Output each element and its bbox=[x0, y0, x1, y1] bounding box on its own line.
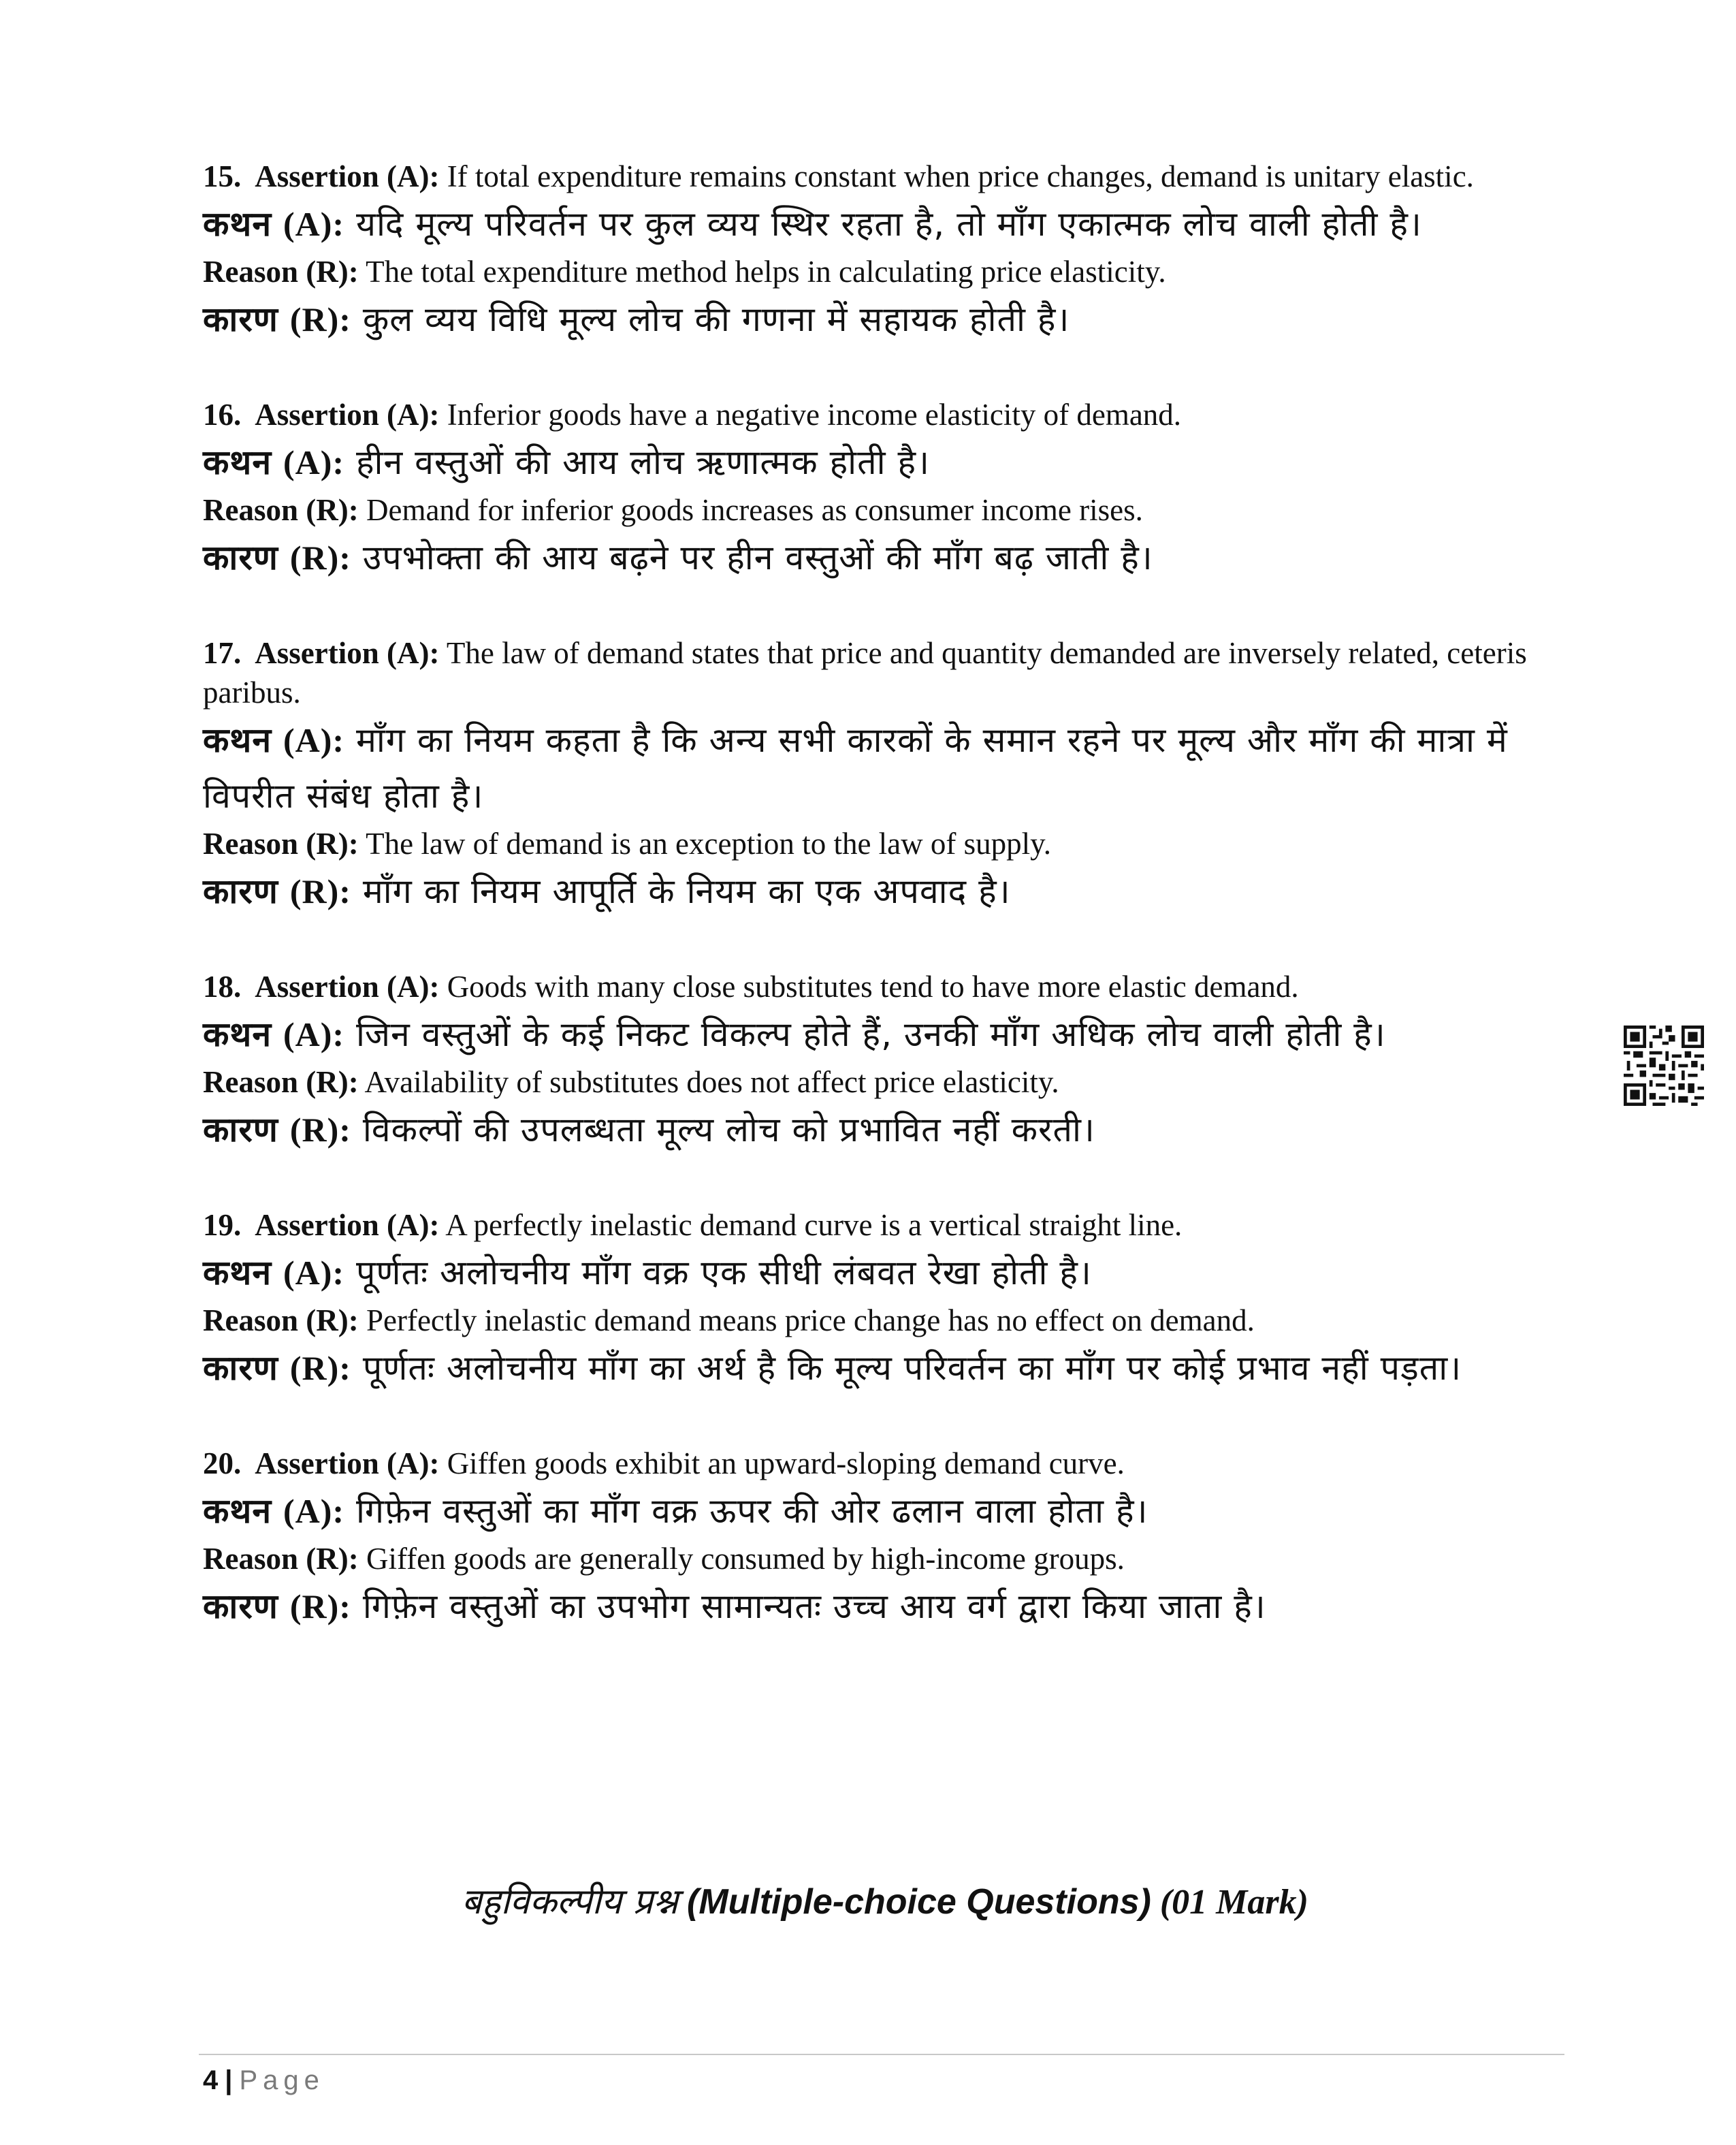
assertion-hi-tag: (A): bbox=[283, 721, 345, 759]
reason-text: The total expenditure method helps in calculating price elasticity. bbox=[366, 255, 1166, 289]
reason-hi-text: विकल्पों की उपलब्धता मूल्य लोच को प्रभावित नहीं करती। bbox=[362, 1110, 1095, 1149]
assertion-hi-tag: (A): bbox=[283, 1015, 345, 1053]
page-footer bbox=[203, 2063, 325, 2097]
assertion-hi bbox=[203, 196, 1530, 252]
assertion-hi-label: कथन bbox=[203, 1015, 272, 1054]
question-20 bbox=[203, 1444, 1530, 1634]
reason-hi-text: कुल व्यय विधि मूल्य लोच की गणना में सहायक होती है। bbox=[362, 300, 1070, 339]
assertion-hi-text: माँग का नियम कहता है कि अन्य सभी कारकों के समान रहने पर मूल्य और माँग की मात्रा में विपरीत संबंध होता है। bbox=[203, 720, 1508, 816]
reason-hi bbox=[203, 1578, 1530, 1634]
reason-en bbox=[203, 1301, 1530, 1340]
question-18 bbox=[203, 967, 1530, 1158]
assertion-text: The law of demand states that price and quantity demanded are inversely related, ceteris paribus. bbox=[203, 636, 1527, 710]
assertion-text: Giffen goods exhibit an upward-sloping demand curve. bbox=[447, 1446, 1125, 1480]
assertion-hi bbox=[203, 712, 1530, 824]
reason-hi-tag: (R): bbox=[289, 539, 351, 577]
assertion-hi-text: जिन वस्तुओं के कई निकट विकल्प होते हैं, उनकी माँग अधिक लोच वाली होती है। bbox=[355, 1015, 1386, 1054]
question-number: 18. bbox=[203, 970, 242, 1004]
assertion-text: Goods with many close substitutes tend to have more elastic demand. bbox=[447, 970, 1299, 1004]
assertion-en bbox=[203, 1205, 1530, 1245]
assertion-label: Assertion (A): bbox=[255, 636, 440, 670]
reason-hi bbox=[203, 1102, 1530, 1158]
footer-divider bbox=[199, 2054, 1564, 2055]
reason-text: Demand for inferior goods increases as consumer income rises. bbox=[366, 493, 1143, 527]
question-number: 17. bbox=[203, 636, 242, 670]
question-number: 20. bbox=[203, 1446, 242, 1480]
reason-hi-label: कारण bbox=[203, 872, 278, 911]
reason-text: Giffen goods are generally consumed by high-income groups. bbox=[366, 1542, 1125, 1576]
reason-hi-tag: (R): bbox=[289, 1111, 351, 1149]
reason-hi-text: गिफ़ेन वस्तुओं का उपभोग सामान्यतः उच्च आय वर्ग द्वारा किया जाता है। bbox=[362, 1587, 1266, 1626]
assertion-en bbox=[203, 967, 1530, 1006]
assertion-label: Assertion (A): bbox=[255, 1446, 440, 1480]
assertion-hi-label: कथन bbox=[203, 1491, 272, 1531]
footer-separator: | bbox=[225, 2065, 233, 2095]
section-heading-marks: (01 Mark) bbox=[1159, 1883, 1308, 1922]
assertion-hi-label: कथन bbox=[203, 720, 272, 760]
reason-hi-label: कारण bbox=[203, 1587, 278, 1626]
question-number: 15. bbox=[203, 159, 242, 193]
reason-hi-label: कारण bbox=[203, 1348, 278, 1388]
reason-hi-tag: (R): bbox=[289, 872, 351, 910]
question-number: 19. bbox=[203, 1208, 242, 1242]
reason-hi-text: माँग का नियम आपूर्ति के नियम का एक अपवाद है। bbox=[362, 872, 1011, 911]
assertion-en bbox=[203, 157, 1530, 196]
reason-label: Reason (R): bbox=[203, 1303, 359, 1337]
reason-hi-label: कारण bbox=[203, 538, 278, 577]
assertion-label: Assertion (A): bbox=[255, 398, 440, 432]
assertion-text: Inferior goods have a negative income elasticity of demand. bbox=[447, 398, 1182, 432]
reason-hi-text: उपभोक्ता की आय बढ़ने पर हीन वस्तुओं की माँग बढ़ जाती है। bbox=[362, 538, 1153, 577]
reason-en bbox=[203, 824, 1530, 863]
assertion-hi-tag: (A): bbox=[283, 205, 345, 243]
reason-hi-label: कारण bbox=[203, 300, 278, 339]
page-label: Page bbox=[239, 2065, 325, 2095]
reason-hi-label: कारण bbox=[203, 1110, 278, 1149]
assertion-hi-text: हीन वस्तुओं की आय लोच ऋणात्मक होती है। bbox=[355, 443, 930, 482]
reason-en bbox=[203, 1539, 1530, 1578]
reason-label: Reason (R): bbox=[203, 1065, 359, 1099]
page-number: 4 bbox=[203, 2065, 219, 2095]
assertion-hi-label: कथन bbox=[203, 443, 272, 482]
assertion-hi-text: पूर्णतः अलोचनीय माँग वक्र एक सीधी लंबवत रेखा होती है। bbox=[355, 1253, 1092, 1292]
section-heading-hindi: बहुविकल्पीय प्रश्न bbox=[462, 1881, 679, 1922]
question-number: 16. bbox=[203, 398, 242, 432]
reason-text: The law of demand is an exception to the law of supply. bbox=[366, 827, 1051, 861]
assertion-label: Assertion (A): bbox=[255, 159, 440, 193]
section-heading-english: (Multiple-choice Questions) bbox=[687, 1882, 1151, 1922]
reason-en bbox=[203, 252, 1530, 291]
assertion-en bbox=[203, 395, 1530, 434]
reason-hi-tag: (R): bbox=[289, 1587, 351, 1625]
reason-hi-tag: (R): bbox=[289, 1349, 351, 1387]
question-15 bbox=[203, 157, 1530, 347]
assertion-text: A perfectly inelastic demand curve is a vertical straight line. bbox=[445, 1208, 1183, 1242]
assertion-hi bbox=[203, 1006, 1530, 1062]
assertion-hi-text: गिफ़ेन वस्तुओं का माँग वक्र ऊपर की ओर ढलान वाला होता है। bbox=[355, 1491, 1148, 1531]
assertion-text: If total expenditure remains constant when price changes, demand is unitary elastic. bbox=[447, 159, 1474, 193]
assertion-en bbox=[203, 1444, 1530, 1483]
assertion-hi-tag: (A): bbox=[283, 443, 345, 481]
reason-en bbox=[203, 490, 1530, 530]
reason-hi bbox=[203, 530, 1530, 586]
assertion-hi-label: कथन bbox=[203, 1253, 272, 1292]
reason-label: Reason (R): bbox=[203, 1542, 359, 1576]
assertion-hi-tag: (A): bbox=[283, 1254, 345, 1292]
reason-label: Reason (R): bbox=[203, 493, 359, 527]
questions-list bbox=[203, 157, 1530, 1682]
assertion-label: Assertion (A): bbox=[255, 1208, 440, 1242]
assertion-hi-tag: (A): bbox=[283, 1492, 345, 1530]
question-16 bbox=[203, 395, 1530, 586]
reason-hi bbox=[203, 1340, 1530, 1396]
qr-code-icon[interactable] bbox=[1624, 1026, 1704, 1106]
assertion-label: Assertion (A): bbox=[255, 970, 440, 1004]
section-heading bbox=[436, 1878, 1334, 1926]
question-17 bbox=[203, 633, 1530, 919]
question-19 bbox=[203, 1205, 1530, 1396]
reason-hi-tag: (R): bbox=[289, 300, 351, 338]
reason-hi bbox=[203, 291, 1530, 347]
reason-hi bbox=[203, 863, 1530, 919]
reason-label: Reason (R): bbox=[203, 255, 359, 289]
assertion-hi bbox=[203, 1245, 1530, 1301]
reason-en bbox=[203, 1062, 1530, 1102]
reason-label: Reason (R): bbox=[203, 827, 359, 861]
assertion-en bbox=[203, 633, 1530, 712]
assertion-hi-label: कथन bbox=[203, 204, 272, 244]
assertion-hi bbox=[203, 1483, 1530, 1539]
assertion-hi-text: यदि मूल्य परिवर्तन पर कुल व्यय स्थिर रहता है, तो माँग एकात्मक लोच वाली होती है। bbox=[355, 204, 1422, 244]
assertion-hi bbox=[203, 434, 1530, 490]
reason-hi-text: पूर्णतः अलोचनीय माँग का अर्थ है कि मूल्य परिवर्तन का माँग पर कोई प्रभाव नहीं पड़ता। bbox=[362, 1348, 1462, 1388]
reason-text: Perfectly inelastic demand means price change has no effect on demand. bbox=[366, 1303, 1255, 1337]
reason-text: Availability of substitutes does not affect price elasticity. bbox=[364, 1065, 1059, 1099]
